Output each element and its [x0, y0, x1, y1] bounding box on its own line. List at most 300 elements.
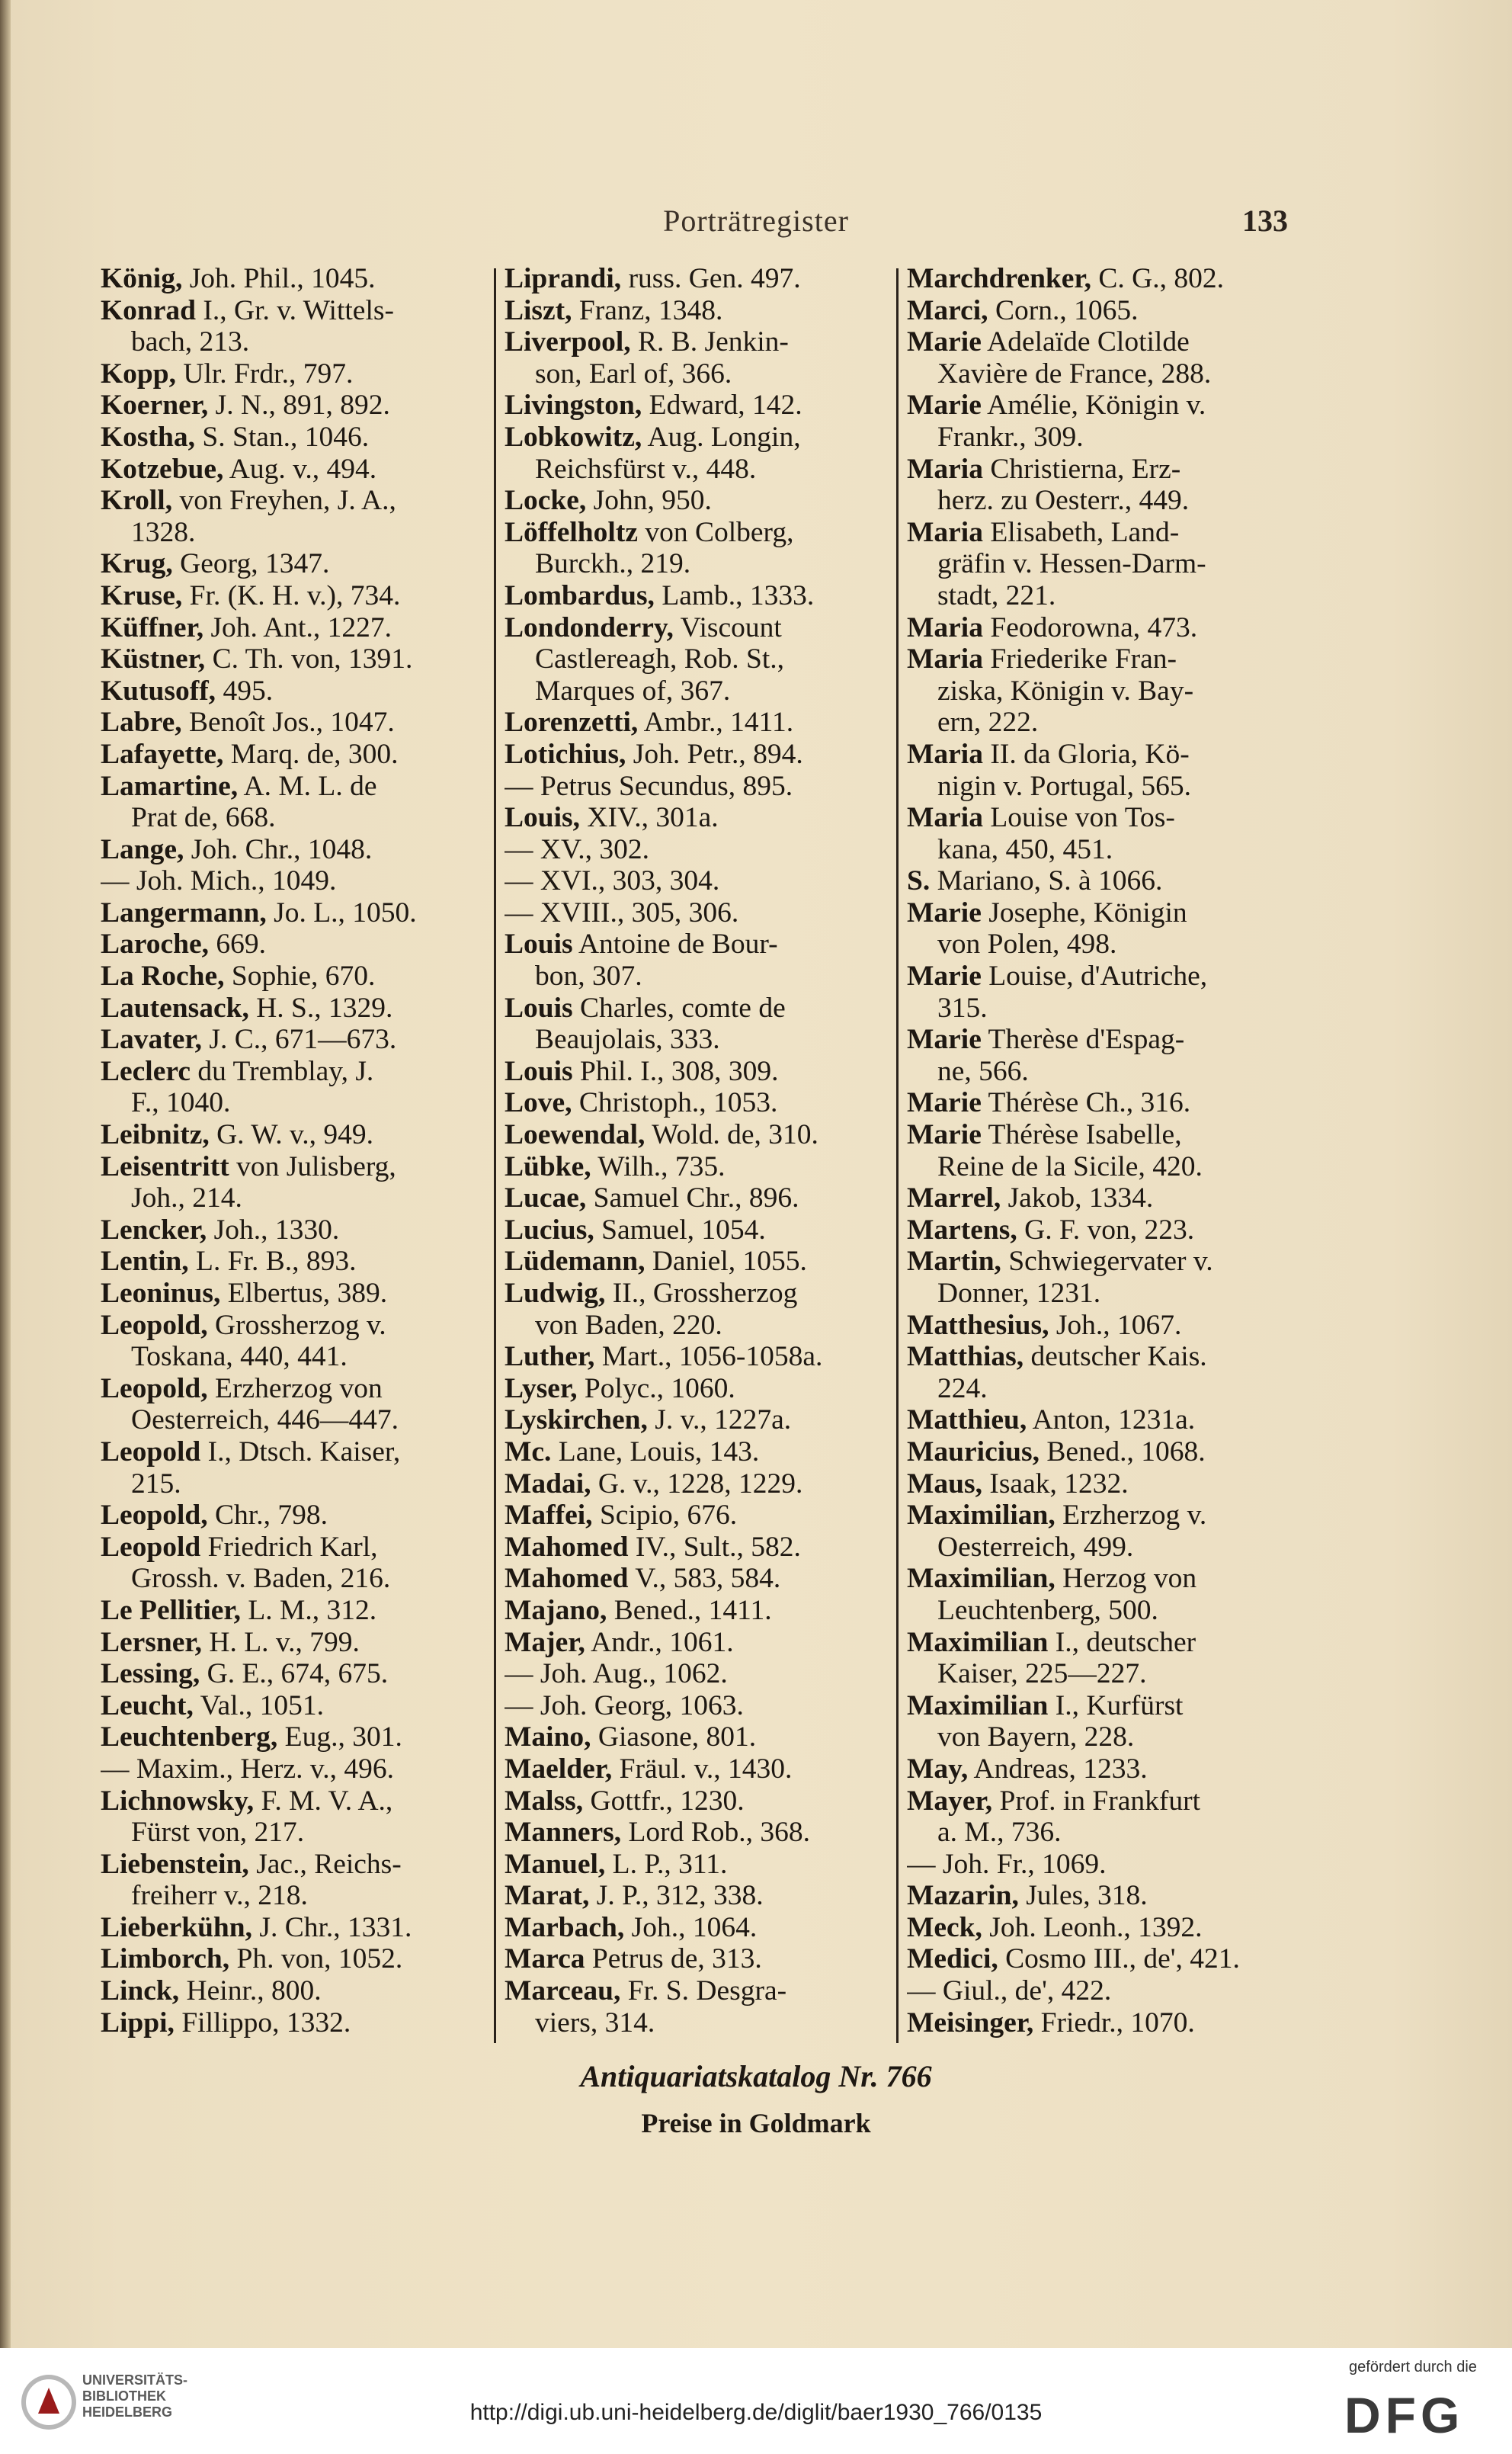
index-headword: Maria	[907, 453, 983, 485]
index-detail: II., Grossherzog	[605, 1278, 798, 1309]
index-line	[907, 929, 1288, 961]
index-detail: I., Kurfürst	[1048, 1689, 1184, 1721]
index-line	[907, 707, 1288, 739]
index-headword: Maria	[907, 643, 983, 675]
index-detail: Fillippo, 1332.	[174, 2007, 351, 2039]
index-detail: Corn., 1065.	[988, 294, 1139, 326]
index-line	[101, 1468, 482, 1500]
index-line	[505, 548, 886, 580]
index-line	[505, 834, 886, 866]
index-line	[505, 1087, 886, 1119]
sponsor-note: gefördert durch die	[1349, 2359, 1477, 2375]
index-headword: Marat,	[505, 1880, 590, 1912]
index-headword: Ludwig,	[505, 1278, 606, 1309]
index-detail: Joh. Ant., 1227.	[203, 611, 392, 643]
index-detail: son, Earl of, 366.	[535, 358, 732, 390]
index-detail: — Maxim., Herz. v., 496.	[101, 1753, 394, 1785]
index-detail: J. v., 1227a.	[647, 1404, 792, 1436]
index-detail: R. B. Jenkin-	[630, 326, 789, 358]
index-detail: F. M. V. A.,	[254, 1785, 393, 1817]
library-name-line: UNIVERSITÄTS-	[82, 2372, 188, 2388]
dfg-logo: DFG	[1344, 2387, 1465, 2443]
index-line	[907, 961, 1288, 993]
index-column-2	[505, 263, 886, 2055]
index-line	[907, 580, 1288, 612]
index-line	[907, 1500, 1288, 1532]
source-url-link[interactable]: http://digi.ub.uni-heidelberg.de/diglit/baer1930_766/0135	[469, 2400, 1043, 2425]
index-line	[505, 1849, 886, 1881]
index-detail: Joh., 1330.	[207, 1214, 340, 1246]
index-line	[907, 1087, 1288, 1119]
index-detail: Mart., 1056-1058a.	[594, 1341, 823, 1373]
index-detail: du Tremblay, J.	[190, 1055, 374, 1087]
index-detail: Edward, 142.	[642, 390, 802, 422]
index-detail: 669.	[209, 929, 266, 961]
index-line	[505, 1912, 886, 1944]
index-detail: bach, 213.	[131, 326, 250, 358]
index-detail: Wold. de, 310.	[645, 1119, 818, 1151]
index-headword: Manuel,	[505, 1848, 606, 1880]
index-detail: deutscher Kais.	[1023, 1341, 1207, 1373]
index-line	[101, 612, 482, 644]
index-line	[101, 390, 482, 422]
index-detail: L. M., 312.	[240, 1594, 377, 1626]
index-detail: 315.	[937, 992, 988, 1024]
index-line	[101, 1595, 482, 1627]
index-headword: Lotichius,	[505, 738, 626, 770]
index-line	[101, 1627, 482, 1659]
index-line	[907, 1532, 1288, 1564]
index-headword: Matthias,	[907, 1341, 1024, 1373]
index-line	[907, 1658, 1288, 1690]
index-detail: Daniel, 1055.	[645, 1246, 807, 1278]
index-line	[505, 1119, 886, 1151]
index-detail: Kaiser, 225—227.	[937, 1658, 1147, 1690]
index-detail: Friedrich Karl,	[200, 1531, 378, 1563]
index-detail: H. S., 1329.	[248, 992, 393, 1024]
index-line	[505, 802, 886, 834]
index-line	[101, 326, 482, 358]
index-detail: G. F. von, 223.	[1017, 1214, 1195, 1246]
index-line	[907, 1912, 1288, 1944]
index-detail: C. G., 802.	[1091, 263, 1224, 294]
index-line	[101, 1658, 482, 1690]
index-detail: Ulr. Frdr., 797.	[176, 358, 354, 390]
index-headword: Leibnitz,	[101, 1119, 210, 1151]
index-line	[907, 802, 1288, 834]
index-headword: Leclerc	[101, 1055, 191, 1087]
index-headword: Marrel,	[907, 1182, 1001, 1214]
index-line	[101, 675, 482, 707]
index-line	[101, 1056, 482, 1088]
index-line	[505, 675, 886, 707]
index-line	[907, 1880, 1288, 1912]
index-line	[505, 1341, 886, 1373]
index-detail: Friedr., 1070.	[1033, 2007, 1195, 2039]
index-detail: Georg, 1347.	[172, 548, 330, 580]
index-line	[101, 1721, 482, 1753]
index-detail: Beaujolais, 333.	[535, 1024, 720, 1056]
index-headword: Maria	[907, 738, 983, 770]
digitization-bar	[0, 2348, 1512, 2454]
index-line	[101, 454, 482, 486]
index-detail: kana, 450, 451.	[937, 833, 1113, 865]
index-detail: Erzherzog v.	[1055, 1500, 1207, 1532]
index-detail: Oesterreich, 446—447.	[131, 1404, 399, 1436]
index-line	[505, 2007, 886, 2039]
index-line	[101, 1278, 482, 1310]
index-detail: Schwiegervater v.	[1001, 1246, 1213, 1278]
index-detail: L. Fr. B., 893.	[188, 1246, 357, 1278]
index-headword: Liprandi,	[505, 263, 622, 294]
index-line	[505, 1182, 886, 1214]
index-headword: Louis	[505, 992, 573, 1024]
index-detail: Anton, 1231a.	[1027, 1404, 1196, 1436]
index-detail: V., 583, 584.	[628, 1563, 781, 1595]
index-detail: Aug. v., 494.	[223, 453, 377, 485]
index-headword: Leisentritt	[101, 1150, 229, 1182]
index-detail: Jo. L., 1050.	[266, 897, 417, 929]
index-headword: Lyskirchen,	[505, 1404, 648, 1436]
index-detail: von Baden, 220.	[535, 1309, 722, 1341]
index-detail: I., Gr. v. Wittels-	[196, 294, 394, 326]
index-line	[505, 961, 886, 993]
index-headword: Mayer,	[907, 1785, 993, 1817]
index-detail: Fürst von, 217.	[131, 1817, 305, 1849]
index-detail: von Bayern, 228.	[937, 1721, 1135, 1753]
index-line	[907, 1119, 1288, 1151]
index-line	[505, 1658, 886, 1690]
index-headword: Madai,	[505, 1468, 591, 1500]
index-detail: Charles, comte de	[572, 992, 786, 1024]
index-headword: May,	[907, 1753, 969, 1785]
index-headword: Marie	[907, 1024, 982, 1056]
index-line	[907, 1246, 1288, 1278]
index-detail: Friederike Fran-	[982, 643, 1177, 675]
index-line	[505, 263, 886, 295]
index-headword: Küffner,	[101, 611, 204, 643]
index-headword: Maximilian,	[907, 1500, 1056, 1532]
column-rule	[494, 268, 496, 2043]
index-detail: Sophie, 670.	[224, 961, 376, 993]
index-detail: herz. zu Oesterr., 449.	[937, 485, 1190, 517]
page-spine-shadow	[0, 0, 11, 2348]
index-headword: König,	[101, 263, 183, 294]
index-line	[505, 295, 886, 327]
index-detail: Prof. in Frankfurt	[992, 1785, 1201, 1817]
index-detail: stadt, 221.	[937, 579, 1056, 611]
index-line	[101, 1182, 482, 1214]
index-line	[101, 1151, 482, 1183]
index-detail: gräfin v. Hessen-Darm-	[937, 548, 1206, 580]
index-line	[505, 1880, 886, 1912]
index-detail: H. L. v., 799.	[201, 1626, 360, 1658]
index-detail: Jac., Reichs-	[248, 1848, 402, 1880]
index-headword: Koerner,	[101, 390, 209, 422]
index-line	[907, 1627, 1288, 1659]
index-headword: Liebenstein,	[101, 1848, 249, 1880]
index-headword: Leucht,	[101, 1689, 194, 1721]
index-detail: Val., 1051.	[193, 1689, 325, 1721]
index-detail: Christierna, Erz-	[982, 453, 1181, 485]
index-line	[907, 454, 1288, 486]
index-line	[907, 771, 1288, 803]
index-line	[907, 1690, 1288, 1722]
index-detail: Joh., 1067.	[1049, 1309, 1182, 1341]
index-headword: Marchdrenker,	[907, 263, 1092, 294]
index-line	[907, 1563, 1288, 1595]
index-line	[505, 1404, 886, 1436]
index-headword: S.	[907, 865, 931, 897]
index-line	[907, 517, 1288, 549]
index-detail: 224.	[937, 1372, 988, 1404]
index-detail: Petrus de, 313.	[585, 1943, 762, 1975]
index-headword: Mahomed	[505, 1563, 629, 1595]
index-line	[907, 1468, 1288, 1500]
index-detail: Joh., 214.	[131, 1182, 242, 1214]
index-detail: Aug. Longin,	[642, 421, 801, 453]
index-detail: Fr. S. Desgra-	[620, 1975, 787, 2007]
index-headword: Meisinger,	[907, 2007, 1034, 2039]
index-line	[505, 454, 886, 486]
index-line	[101, 1880, 482, 1912]
index-line	[907, 1849, 1288, 1881]
index-detail: Isaak, 1232.	[982, 1468, 1129, 1500]
index-headword: Maino,	[505, 1721, 591, 1753]
index-line	[907, 1056, 1288, 1088]
index-line	[505, 1753, 886, 1785]
page-footer	[0, 2058, 1512, 2142]
index-detail: Bened., 1068.	[1039, 1436, 1206, 1468]
index-headword: Marie	[907, 1087, 982, 1119]
index-headword: Lafayette,	[101, 738, 224, 770]
index-detail: Lamb., 1333.	[654, 579, 815, 611]
index-headword: Livingston,	[505, 390, 642, 422]
index-line	[505, 1817, 886, 1849]
index-headword: Kutusoff,	[101, 675, 216, 707]
index-detail: J. N., 891, 892.	[208, 390, 390, 422]
index-line	[505, 1246, 886, 1278]
index-headword: Lucius,	[505, 1214, 594, 1246]
index-headword: Marie	[907, 897, 982, 929]
index-line	[505, 1627, 886, 1659]
index-headword: Lencker,	[101, 1214, 207, 1246]
index-headword: Lübke,	[505, 1150, 591, 1182]
index-headword: Liszt,	[505, 294, 572, 326]
index-detail: S. Stan., 1046.	[194, 421, 370, 453]
index-headword: Louis	[505, 929, 573, 961]
index-headword: Lombardus,	[505, 579, 655, 611]
index-line	[505, 612, 886, 644]
index-detail: Phil. I., 308, 309.	[572, 1055, 779, 1087]
index-headword: Lobkowitz,	[505, 421, 642, 453]
index-line	[907, 390, 1288, 422]
index-detail: a. M., 736.	[937, 1817, 1062, 1849]
index-line	[505, 643, 886, 675]
index-line	[101, 643, 482, 675]
index-line	[101, 1912, 482, 1944]
index-detail: Adelaïde Clotilde	[981, 326, 1190, 358]
index-headword: Luther,	[505, 1341, 595, 1373]
index-detail: Lord Rob., 368.	[621, 1817, 811, 1849]
index-detail: Cosmo III., de', 421.	[998, 1943, 1240, 1975]
catalog-title: Antiquariatskatalog Nr. 766	[580, 2059, 932, 2093]
index-line	[907, 326, 1288, 358]
index-line	[907, 1943, 1288, 1975]
index-line	[505, 390, 886, 422]
index-line	[907, 1024, 1288, 1056]
index-headword: Martens,	[907, 1214, 1017, 1246]
index-headword: Kruse,	[101, 579, 183, 611]
index-line	[101, 1436, 482, 1468]
index-headword: Mauricius,	[907, 1436, 1040, 1468]
index-line	[101, 1246, 482, 1278]
index-line	[907, 295, 1288, 327]
index-line	[907, 897, 1288, 929]
index-line	[907, 1404, 1288, 1436]
index-column-3	[907, 263, 1288, 2055]
index-line	[505, 929, 886, 961]
index-line	[907, 1182, 1288, 1214]
index-headword: Laroche,	[101, 929, 209, 961]
index-line	[101, 1690, 482, 1722]
index-line	[101, 263, 482, 295]
index-detail: I., deutscher	[1048, 1626, 1196, 1658]
index-headword: Marbach,	[505, 1911, 625, 1943]
index-detail: Samuel Chr., 896.	[586, 1182, 799, 1214]
index-line	[101, 295, 482, 327]
index-headword: Löffelholtz	[505, 516, 638, 548]
index-line	[101, 1785, 482, 1817]
index-detail: I., Dtsch. Kaiser,	[200, 1436, 401, 1468]
index-headword: Lieberkühn,	[101, 1911, 253, 1943]
index-detail: — Joh. Aug., 1062.	[505, 1658, 728, 1690]
index-detail: — Joh. Georg, 1063.	[505, 1689, 744, 1721]
index-detail: Fr. (K. H. v.), 734.	[182, 579, 401, 611]
index-line	[907, 1151, 1288, 1183]
index-headword: Lichnowsky,	[101, 1785, 255, 1817]
index-line	[505, 1721, 886, 1753]
index-headword: Leopold,	[101, 1500, 208, 1532]
index-detail: Prat de, 668.	[131, 802, 276, 834]
index-detail: XIV., 301a.	[580, 802, 719, 834]
index-headword: Medici,	[907, 1943, 998, 1975]
index-headword: Love,	[505, 1087, 572, 1119]
index-detail: Andreas, 1233.	[968, 1753, 1148, 1785]
index-detail: Leuchtenberg, 500.	[937, 1594, 1158, 1626]
index-detail: — Giul., de', 422.	[907, 1975, 1112, 2007]
index-line	[907, 612, 1288, 644]
price-note: Preise in Goldmark	[641, 2108, 871, 2138]
index-detail: viers, 314.	[535, 2007, 655, 2039]
index-detail: L. P., 311.	[605, 1848, 728, 1880]
index-headword: Kostha,	[101, 421, 195, 453]
index-detail: Joh., 1064.	[624, 1911, 758, 1943]
index-line	[505, 517, 886, 549]
index-detail: Thérèse Isabelle,	[981, 1119, 1182, 1151]
index-headword: Mc.	[505, 1436, 552, 1468]
index-detail: Herzog von	[1055, 1563, 1197, 1595]
index-headword: Lucae,	[505, 1182, 587, 1214]
index-line	[907, 1341, 1288, 1373]
index-detail: Fräul. v., 1430.	[612, 1753, 793, 1785]
index-detail: F., 1040.	[131, 1087, 231, 1119]
index-detail: Therèse d'Espag-	[981, 1024, 1185, 1056]
index-headword: Küstner,	[101, 643, 206, 675]
index-headword: Krug,	[101, 548, 173, 580]
index-line	[101, 1975, 482, 2007]
index-headword: Leopold	[101, 1436, 201, 1468]
index-detail: von Colberg,	[637, 516, 794, 548]
index-line	[505, 1436, 886, 1468]
index-headword: Liverpool,	[505, 326, 631, 358]
index-line	[101, 1087, 482, 1119]
index-line	[505, 1563, 886, 1595]
index-detail: Donner, 1231.	[937, 1278, 1101, 1309]
index-detail: Jakob, 1334.	[1001, 1182, 1154, 1214]
index-detail: Josephe, Königin	[981, 897, 1187, 929]
index-line	[907, 1817, 1288, 1849]
index-line	[101, 1341, 482, 1373]
index-detail: Frankr., 309.	[937, 421, 1084, 453]
index-line	[907, 548, 1288, 580]
index-line	[505, 1785, 886, 1817]
index-detail: russ. Gen. 497.	[621, 263, 801, 294]
index-line	[505, 1056, 886, 1088]
column-rule	[896, 268, 899, 2043]
index-line	[101, 771, 482, 803]
index-headword: Leoninus,	[101, 1278, 221, 1309]
index-line	[907, 422, 1288, 454]
index-detail: Thérèse Ch., 316.	[981, 1087, 1191, 1119]
index-detail: Oesterreich, 499.	[937, 1531, 1134, 1563]
index-line	[907, 834, 1288, 866]
index-line	[505, 1943, 886, 1975]
index-line	[505, 1500, 886, 1532]
index-line	[907, 675, 1288, 707]
running-title: Porträtregister	[663, 204, 849, 238]
index-detail: Scipio, 676.	[592, 1500, 738, 1532]
index-headword: Lyser,	[505, 1372, 578, 1404]
index-line	[505, 1151, 886, 1183]
index-detail: — XVIII., 305, 306.	[505, 897, 739, 929]
index-headword: Lentin,	[101, 1246, 189, 1278]
index-headword: Labre,	[101, 707, 182, 739]
index-headword: Le Pellitier,	[101, 1594, 241, 1626]
index-detail: IV., Sult., 582.	[628, 1531, 801, 1563]
index-headword: Maximilian,	[907, 1563, 1056, 1595]
index-line	[907, 865, 1288, 897]
index-detail: Samuel, 1054.	[594, 1214, 766, 1246]
index-line	[505, 358, 886, 390]
index-detail: ne, 566.	[937, 1055, 1029, 1087]
index-line	[101, 993, 482, 1025]
index-line	[505, 707, 886, 739]
index-line	[101, 517, 482, 549]
index-line	[907, 1310, 1288, 1342]
index-detail: Feodorowna, 473.	[982, 611, 1198, 643]
index-detail: Polyc., 1060.	[577, 1372, 735, 1404]
index-detail: Erzherzog von	[207, 1372, 383, 1404]
index-headword: Marie	[907, 1119, 982, 1151]
index-headword: Lamartine,	[101, 770, 239, 802]
index-line	[101, 1024, 482, 1056]
index-line	[505, 771, 886, 803]
index-headword: Lersner,	[101, 1626, 202, 1658]
index-detail: John, 950.	[586, 485, 712, 517]
index-line	[101, 358, 482, 390]
index-headword: Majer,	[505, 1626, 585, 1658]
